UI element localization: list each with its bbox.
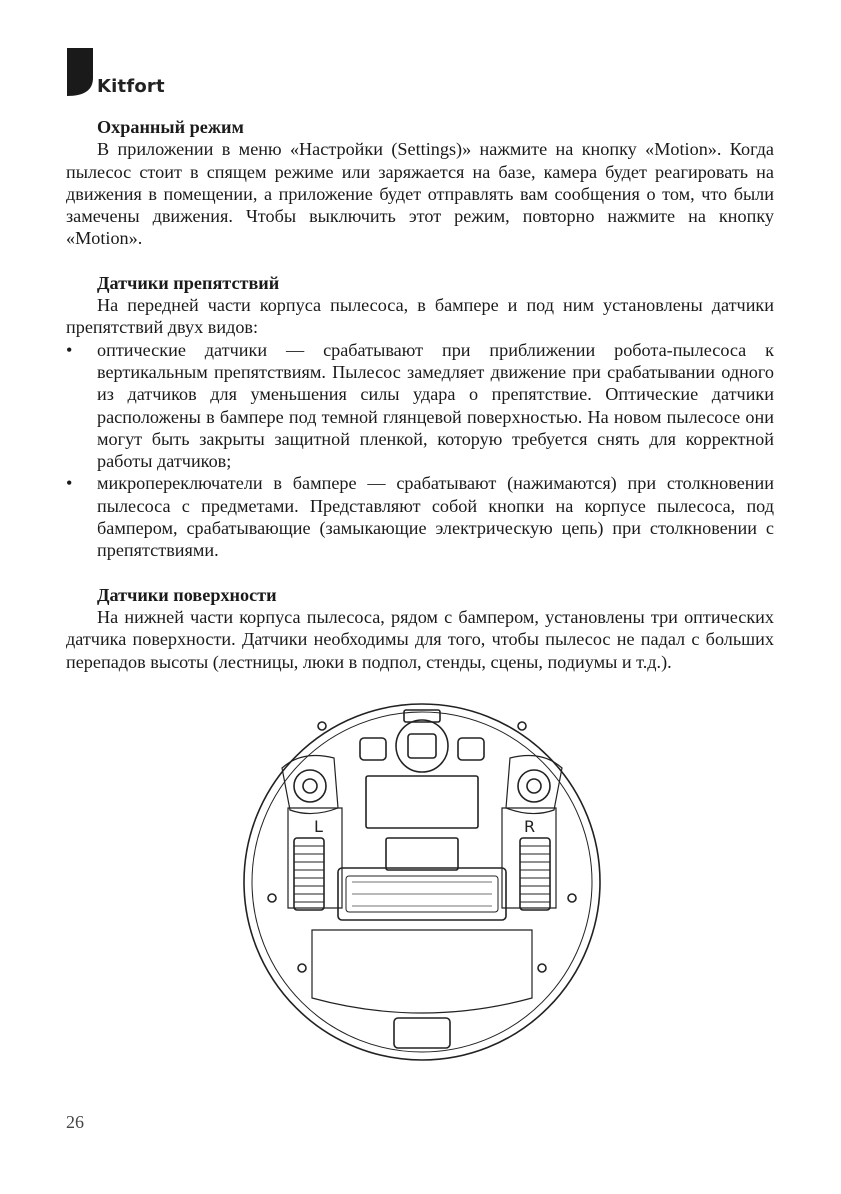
section-paragraph: На нижней части корпуса пылесоса, рядом с бампером, установлены три оптических датчика поверхности. Датчики необходимы для того, чтобы пылесос не падал с больших перепадов высоты (лестницы, люки в подпол, стенды, сцены, подиумы и т.д.).: [66, 606, 774, 672]
bullet-list: [66, 339, 774, 562]
section-paragraph: В приложении в меню «Настройки (Settings)» нажмите на кнопку «Motion». Когда пылесос стоит в спящем режиме или заряжается на базе, камера будет реагировать на движения в помещении, а приложение будет отправлять вам сообщения о том, что были замечены движения. Чтобы выключить этот режим, повторно нажмите на кнопку «Motion».: [66, 139, 774, 249]
right-wheel-label: R: [524, 817, 536, 836]
left-wheel-label: L: [314, 817, 323, 836]
robot-vacuum-bottom-view-illustration: [242, 698, 602, 1066]
section-surface-sensors: [66, 584, 774, 673]
section-paragraph: На передней части корпуса пылесоса, в бампере и под ним установлены датчики препятствий двух видов:: [66, 295, 774, 338]
section-security-mode: [66, 116, 774, 250]
bullet-item: • оптические датчики — срабатывают при приближении робота-пылесоса к вертикальным препятствиям. Пылесос замедляет движение при срабатывании одного из датчиков для уменьшения силы удара о препятствие. Оптические датчики расположены в бампере под темной глянцевой поверхностью. На новом пылесосе они могут быть закрыты защитной пленкой, которую требуется снять для корректной работы датчиков;: [66, 339, 774, 473]
section-obstacle-sensors: [66, 272, 774, 562]
section-heading: Охранный режим: [97, 117, 244, 137]
bullet-item: • микропереключатели в бампере — срабатывают (нажимаются) при столкновении пылесоса с предметами. Представляют собой кнопки на корпусе пылесоса, под бампером, срабатывающие (замыкающие электрическую цепь) при столкновении с препятствиями.: [66, 472, 774, 561]
section-heading: Датчики поверхности: [97, 584, 277, 605]
section-heading: Датчики препятствий: [97, 272, 280, 293]
page-number: 26: [66, 1112, 84, 1132]
brand-name: Kitfort: [97, 76, 165, 97]
page-content: [66, 116, 774, 673]
kitfort-logo: [67, 48, 177, 100]
kitfort-logo-icon: [67, 48, 93, 96]
